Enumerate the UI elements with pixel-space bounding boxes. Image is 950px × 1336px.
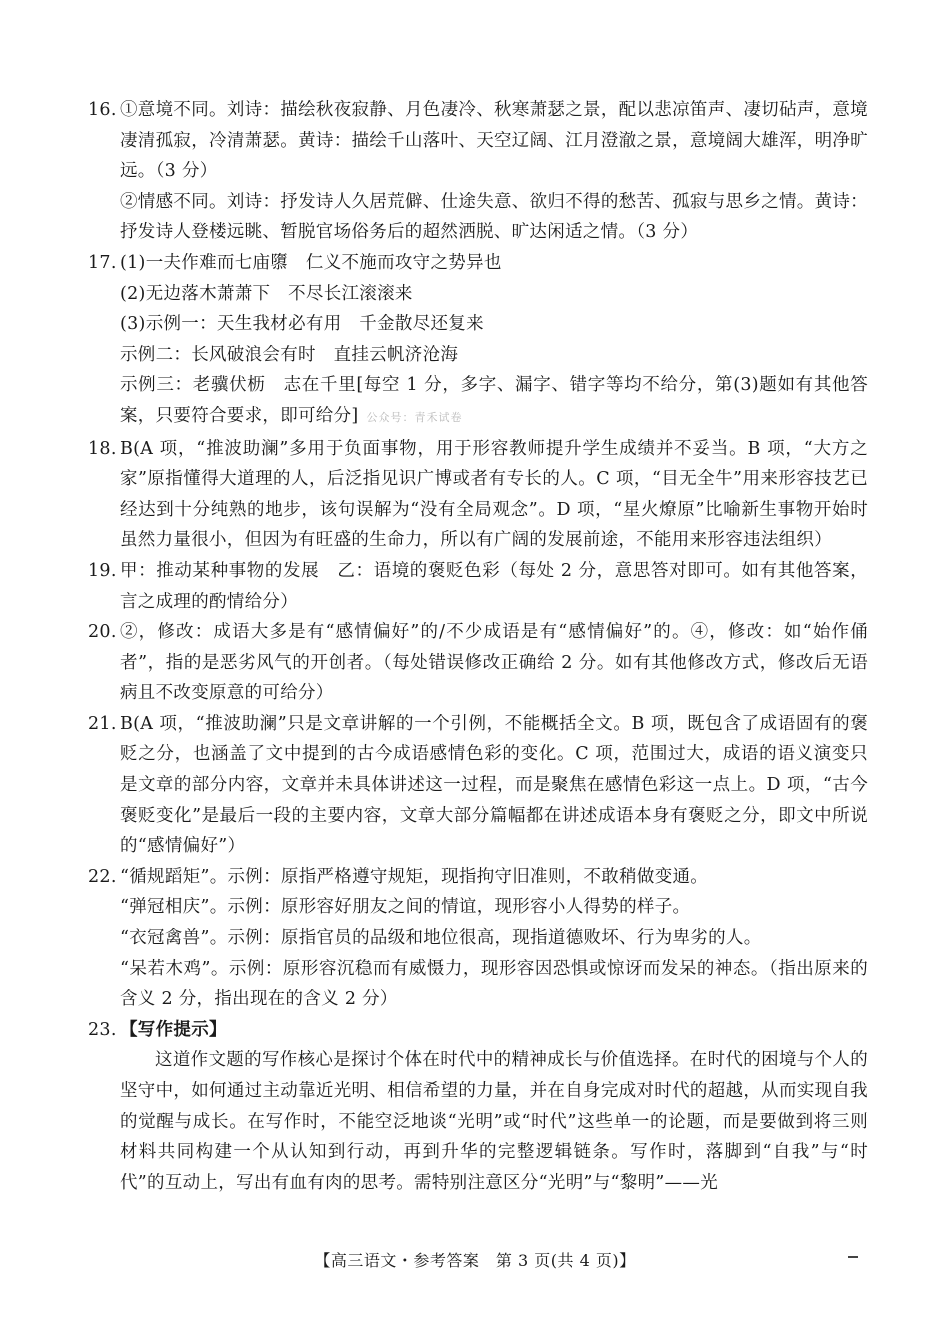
question-number: 21. <box>88 713 117 734</box>
question-number: 16. <box>88 100 117 120</box>
answer-content <box>88 95 868 1198</box>
question-number: 19. <box>88 560 117 581</box>
answer-18-text: B(A 项，“推波助澜”多用于负面事物，用于形容教师提升学生成绩并不妥当。B 项，“大方之家”原指懂得大道理的人，后泛指见识广博或者有专长的人。C 项，“目无全牛”用来形容技艺已经达到十分纯熟的地步，该句误解为“没有全局观念”。D 项，“星火燎原”比喻新生事物开始时虽然力量很小，但因为有旺盛的生命力，所以有广阔的发展前途，不能用来形容违法组织） <box>120 438 868 551</box>
answer-17 <box>88 248 868 434</box>
writing-tips-text: 这道作文题的写作核心是探讨个体在时代中的精神成长与价值选择。在时代的困境与个人的坚守中，如何通过主动靠近光明、相信希望的力量，并在自身完成对时代的超越，从而实现自我的觉醒与成长。在写作时，不能空泛地谈“光明”或“时代”这些单一的论题，而是要做到将三则材料共同构建一个从认知到行动，再到升华的完整逻辑链条。写作时，落脚到“自我”与“时代”的互动上，写出有血有肉的思考。需特别注意区分“光明”与“黎明”——光 <box>120 1050 868 1193</box>
page-footer: 【高三语文・参考答案 第 3 页(共 4 页)】 <box>314 1251 636 1270</box>
answer-20 <box>88 617 868 709</box>
question-number: 17. <box>88 252 117 273</box>
question-number: 23. <box>88 1019 117 1040</box>
answer-16-point-1: ①意境不同。刘诗：描绘秋夜寂静、月色凄冷、秋寒萧瑟之景，配以悲凉笛声、凄切砧声，意境凄清孤寂，冷清萧瑟。黄诗：描绘千山落叶、天空辽阔、江月澄澈之景，意境阔大雄浑，明净旷远。（3 分） <box>120 100 868 182</box>
answer-17-line-3: (3)示例一：天生我材必有用 千金散尽还复来 <box>120 314 484 335</box>
answer-23 <box>88 1015 868 1199</box>
answer-21 <box>88 709 868 862</box>
answer-20-text: ②，修改：成语大多是有“感情偏好”的/不少成语是有“感情偏好”的。④，修改：如“始作俑者”，指的是恶劣风气的开创者。（每处错误修改正确给 2 分。如有其他修改方式，修改后无语病且不改变原意的可给分） <box>120 622 868 704</box>
answer-16-point-2: ②情感不同。刘诗：抒发诗人久居荒僻、仕途失意、欲归不得的愁苦、孤寂与思乡之情。黄诗：抒发诗人登楼远眺、暂脱官场俗务后的超然洒脱、旷达闲适之情。（3 分） <box>120 191 868 243</box>
corner-mark <box>848 1256 858 1258</box>
answer-17-line-2: (2)无边落木萧萧下 不尽长江滚滚来 <box>120 283 413 304</box>
question-number: 18. <box>88 438 117 459</box>
answer-22 <box>88 862 868 1015</box>
answer-22-line-2: “弹冠相庆”。示例：原形容好朋友之间的情谊，现形容小人得势的样子。 <box>120 897 691 918</box>
answer-18 <box>88 434 868 556</box>
question-number: 20. <box>88 622 117 643</box>
answer-17-line-1: (1)一夫作难而七庙隳 仁义不施而攻守之势异也 <box>120 252 502 273</box>
answer-22-line-1: “循规蹈矩”。示例：原指严格遵守规矩，现指拘守旧准则，不敢稍做变通。 <box>120 866 709 887</box>
writing-tips-heading: 【写作提示】 <box>120 1019 227 1040</box>
answer-22-line-4: “呆若木鸡”。示例：原形容沉稳而有威慑力，现形容因恐惧或惊讶而发呆的神态。（指出原来的含义 2 分，指出现在的含义 2 分） <box>120 958 868 1010</box>
answer-19 <box>88 556 868 617</box>
answer-17-line-5-text: 示例三：老骥伏枥 志在千里[每空 1 分，多字、漏字、错字等均不给分，第(3)题如有其他答案，只要符合要求，即可给分] <box>120 375 868 426</box>
answer-22-line-3: “衣冠禽兽”。示例：原指官员的品级和地位很高，现指道德败坏、行为卑劣的人。 <box>120 928 762 949</box>
answer-21-text: B(A 项，“推波助澜”只是文章讲解的一个引例，不能概括全文。B 项，既包含了成语固有的褒贬之分，也涵盖了文中提到的古今成语感情色彩的变化。C 项，范围过大，成语的语义演变只是文章的部分内容，文章并未具体讲述这一过程，而是聚焦在感情色彩这一点上。D 项，“古今褒贬变化”是最后一段的主要内容，文章大部分篇幅都在讲述成语本身有褒贬之分，即文中所说的“感情偏好”） <box>120 713 868 857</box>
question-number: 22. <box>88 866 117 887</box>
answer-17-line-4: 示例二：长风破浪会有时 直挂云帆济沧海 <box>120 344 459 365</box>
answer-17-line-5 <box>120 370 868 433</box>
answer-19-text: 甲：推动某种事物的发展 乙：语境的褒贬色彩（每处 2 分，意思答对即可。如有其他答案，言之成理的酌情给分） <box>120 560 868 612</box>
answer-16 <box>88 95 868 248</box>
watermark-text: 公众号：青禾试卷 <box>366 410 463 424</box>
